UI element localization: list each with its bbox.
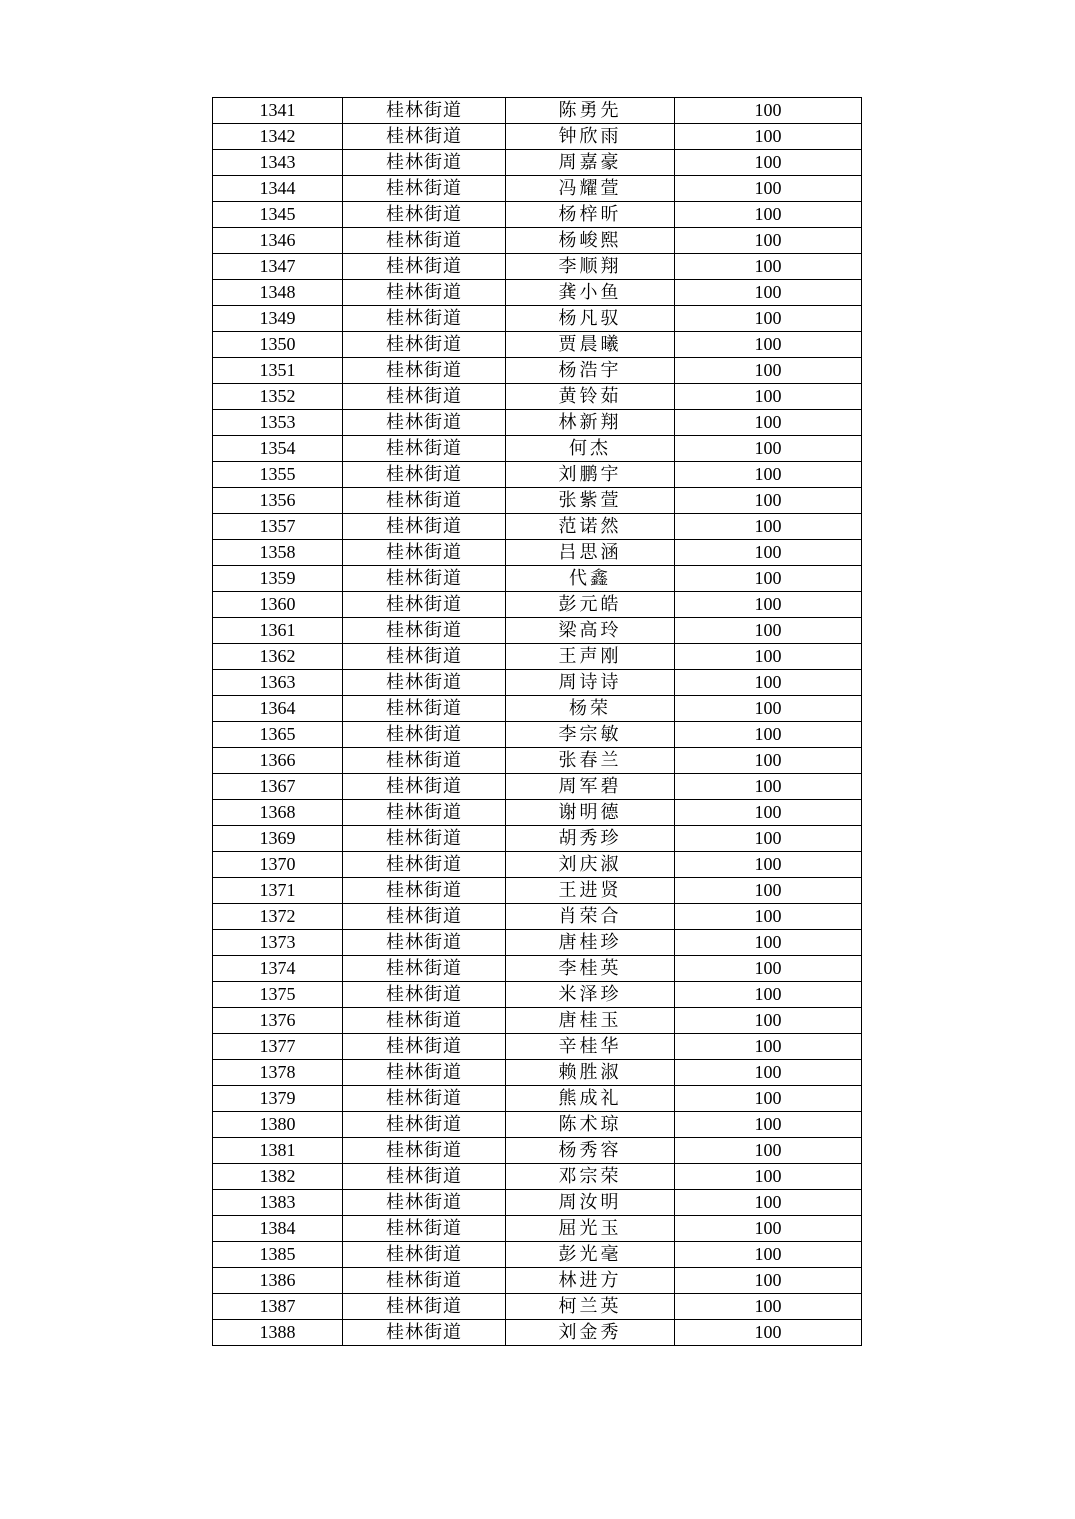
row-number-cell: 1343 bbox=[213, 150, 343, 176]
row-number-cell: 1362 bbox=[213, 644, 343, 670]
row-number-cell: 1385 bbox=[213, 1242, 343, 1268]
amount-cell: 100 bbox=[675, 150, 862, 176]
street-cell: 桂林街道 bbox=[343, 1086, 506, 1112]
street-cell: 桂林街道 bbox=[343, 878, 506, 904]
name-cell: 熊成礼 bbox=[506, 1086, 675, 1112]
street-cell: 桂林街道 bbox=[343, 280, 506, 306]
row-number-cell: 1367 bbox=[213, 774, 343, 800]
street-cell: 桂林街道 bbox=[343, 124, 506, 150]
table-row bbox=[213, 332, 862, 358]
name-cell: 肖荣合 bbox=[506, 904, 675, 930]
street-cell: 桂林街道 bbox=[343, 1138, 506, 1164]
name-cell: 赖胜淑 bbox=[506, 1060, 675, 1086]
name-cell: 范诺然 bbox=[506, 514, 675, 540]
name-cell: 李宗敏 bbox=[506, 722, 675, 748]
street-cell: 桂林街道 bbox=[343, 774, 506, 800]
street-cell: 桂林街道 bbox=[343, 826, 506, 852]
table-row bbox=[213, 124, 862, 150]
row-number-cell: 1356 bbox=[213, 488, 343, 514]
table-row bbox=[213, 670, 862, 696]
amount-cell: 100 bbox=[675, 332, 862, 358]
name-cell: 邓宗荣 bbox=[506, 1164, 675, 1190]
name-cell: 彭元皓 bbox=[506, 592, 675, 618]
street-cell: 桂林街道 bbox=[343, 748, 506, 774]
table-row bbox=[213, 800, 862, 826]
name-cell: 辛桂华 bbox=[506, 1034, 675, 1060]
name-cell: 米泽珍 bbox=[506, 982, 675, 1008]
name-cell: 贾晨曦 bbox=[506, 332, 675, 358]
street-cell: 桂林街道 bbox=[343, 514, 506, 540]
amount-cell: 100 bbox=[675, 800, 862, 826]
name-cell: 谢明德 bbox=[506, 800, 675, 826]
street-cell: 桂林街道 bbox=[343, 1190, 506, 1216]
row-number-cell: 1375 bbox=[213, 982, 343, 1008]
street-cell: 桂林街道 bbox=[343, 176, 506, 202]
amount-cell: 100 bbox=[675, 982, 862, 1008]
row-number-cell: 1350 bbox=[213, 332, 343, 358]
amount-cell: 100 bbox=[675, 410, 862, 436]
row-number-cell: 1346 bbox=[213, 228, 343, 254]
table-row bbox=[213, 852, 862, 878]
table-row bbox=[213, 592, 862, 618]
amount-cell: 100 bbox=[675, 618, 862, 644]
row-number-cell: 1368 bbox=[213, 800, 343, 826]
row-number-cell: 1354 bbox=[213, 436, 343, 462]
table-row bbox=[213, 202, 862, 228]
name-cell: 黄铃茹 bbox=[506, 384, 675, 410]
name-cell: 杨秀容 bbox=[506, 1138, 675, 1164]
amount-cell: 100 bbox=[675, 748, 862, 774]
table-row bbox=[213, 1086, 862, 1112]
table-row bbox=[213, 254, 862, 280]
table-row bbox=[213, 540, 862, 566]
row-number-cell: 1381 bbox=[213, 1138, 343, 1164]
row-number-cell: 1372 bbox=[213, 904, 343, 930]
amount-cell: 100 bbox=[675, 98, 862, 124]
amount-cell: 100 bbox=[675, 540, 862, 566]
table-row bbox=[213, 150, 862, 176]
name-cell: 胡秀珍 bbox=[506, 826, 675, 852]
amount-cell: 100 bbox=[675, 1216, 862, 1242]
table-row bbox=[213, 904, 862, 930]
amount-cell: 100 bbox=[675, 384, 862, 410]
name-cell: 屈光玉 bbox=[506, 1216, 675, 1242]
street-cell: 桂林街道 bbox=[343, 1034, 506, 1060]
row-number-cell: 1364 bbox=[213, 696, 343, 722]
street-cell: 桂林街道 bbox=[343, 1216, 506, 1242]
name-cell: 周汝明 bbox=[506, 1190, 675, 1216]
name-cell: 张紫萱 bbox=[506, 488, 675, 514]
row-number-cell: 1353 bbox=[213, 410, 343, 436]
table-row bbox=[213, 1060, 862, 1086]
row-number-cell: 1374 bbox=[213, 956, 343, 982]
table-row bbox=[213, 280, 862, 306]
name-cell: 杨峻熙 bbox=[506, 228, 675, 254]
row-number-cell: 1377 bbox=[213, 1034, 343, 1060]
amount-cell: 100 bbox=[675, 930, 862, 956]
table-row bbox=[213, 1190, 862, 1216]
street-cell: 桂林街道 bbox=[343, 930, 506, 956]
name-cell: 何杰 bbox=[506, 436, 675, 462]
street-cell: 桂林街道 bbox=[343, 644, 506, 670]
name-cell: 陈术琼 bbox=[506, 1112, 675, 1138]
row-number-cell: 1359 bbox=[213, 566, 343, 592]
table-row bbox=[213, 696, 862, 722]
street-cell: 桂林街道 bbox=[343, 1320, 506, 1346]
row-number-cell: 1349 bbox=[213, 306, 343, 332]
street-cell: 桂林街道 bbox=[343, 384, 506, 410]
amount-cell: 100 bbox=[675, 566, 862, 592]
table-row bbox=[213, 1268, 862, 1294]
table-row bbox=[213, 956, 862, 982]
table-row bbox=[213, 358, 862, 384]
amount-cell: 100 bbox=[675, 202, 862, 228]
amount-cell: 100 bbox=[675, 904, 862, 930]
street-cell: 桂林街道 bbox=[343, 618, 506, 644]
street-cell: 桂林街道 bbox=[343, 436, 506, 462]
table-row bbox=[213, 306, 862, 332]
street-cell: 桂林街道 bbox=[343, 1294, 506, 1320]
street-cell: 桂林街道 bbox=[343, 306, 506, 332]
row-number-cell: 1376 bbox=[213, 1008, 343, 1034]
street-cell: 桂林街道 bbox=[343, 1112, 506, 1138]
name-cell: 林进方 bbox=[506, 1268, 675, 1294]
amount-cell: 100 bbox=[675, 644, 862, 670]
row-number-cell: 1379 bbox=[213, 1086, 343, 1112]
street-cell: 桂林街道 bbox=[343, 332, 506, 358]
table-row bbox=[213, 436, 862, 462]
name-cell: 周诗诗 bbox=[506, 670, 675, 696]
row-number-cell: 1345 bbox=[213, 202, 343, 228]
amount-cell: 100 bbox=[675, 852, 862, 878]
name-cell: 唐桂珍 bbox=[506, 930, 675, 956]
name-cell: 王进贤 bbox=[506, 878, 675, 904]
amount-cell: 100 bbox=[675, 254, 862, 280]
name-cell: 柯兰英 bbox=[506, 1294, 675, 1320]
street-cell: 桂林街道 bbox=[343, 696, 506, 722]
table-row bbox=[213, 410, 862, 436]
row-number-cell: 1352 bbox=[213, 384, 343, 410]
street-cell: 桂林街道 bbox=[343, 592, 506, 618]
amount-cell: 100 bbox=[675, 826, 862, 852]
table-row bbox=[213, 488, 862, 514]
street-cell: 桂林街道 bbox=[343, 150, 506, 176]
table-row bbox=[213, 774, 862, 800]
street-cell: 桂林街道 bbox=[343, 1164, 506, 1190]
amount-cell: 100 bbox=[675, 1320, 862, 1346]
name-cell: 刘庆淑 bbox=[506, 852, 675, 878]
table-row bbox=[213, 566, 862, 592]
table-row bbox=[213, 1242, 862, 1268]
row-number-cell: 1342 bbox=[213, 124, 343, 150]
amount-cell: 100 bbox=[675, 592, 862, 618]
row-number-cell: 1361 bbox=[213, 618, 343, 644]
table-row bbox=[213, 384, 862, 410]
row-number-cell: 1369 bbox=[213, 826, 343, 852]
table-row bbox=[213, 1164, 862, 1190]
row-number-cell: 1371 bbox=[213, 878, 343, 904]
street-cell: 桂林街道 bbox=[343, 540, 506, 566]
amount-cell: 100 bbox=[675, 1268, 862, 1294]
amount-cell: 100 bbox=[675, 1112, 862, 1138]
name-cell: 林新翔 bbox=[506, 410, 675, 436]
table-row bbox=[213, 1034, 862, 1060]
table-row bbox=[213, 1216, 862, 1242]
table-row bbox=[213, 748, 862, 774]
table-row bbox=[213, 1320, 862, 1346]
amount-cell: 100 bbox=[675, 306, 862, 332]
row-number-cell: 1386 bbox=[213, 1268, 343, 1294]
roster-body bbox=[213, 98, 862, 1346]
amount-cell: 100 bbox=[675, 1242, 862, 1268]
street-cell: 桂林街道 bbox=[343, 956, 506, 982]
name-cell: 周嘉豪 bbox=[506, 150, 675, 176]
amount-cell: 100 bbox=[675, 956, 862, 982]
row-number-cell: 1360 bbox=[213, 592, 343, 618]
name-cell: 刘鹏宇 bbox=[506, 462, 675, 488]
name-cell: 龚小鱼 bbox=[506, 280, 675, 306]
name-cell: 张春兰 bbox=[506, 748, 675, 774]
table-row bbox=[213, 228, 862, 254]
name-cell: 陈勇先 bbox=[506, 98, 675, 124]
street-cell: 桂林街道 bbox=[343, 410, 506, 436]
name-cell: 梁高玲 bbox=[506, 618, 675, 644]
amount-cell: 100 bbox=[675, 696, 862, 722]
amount-cell: 100 bbox=[675, 1164, 862, 1190]
name-cell: 杨梓昕 bbox=[506, 202, 675, 228]
name-cell: 钟欣雨 bbox=[506, 124, 675, 150]
amount-cell: 100 bbox=[675, 488, 862, 514]
table-row bbox=[213, 982, 862, 1008]
street-cell: 桂林街道 bbox=[343, 1008, 506, 1034]
row-number-cell: 1370 bbox=[213, 852, 343, 878]
row-number-cell: 1357 bbox=[213, 514, 343, 540]
table-row bbox=[213, 176, 862, 202]
amount-cell: 100 bbox=[675, 722, 862, 748]
street-cell: 桂林街道 bbox=[343, 722, 506, 748]
amount-cell: 100 bbox=[675, 228, 862, 254]
amount-cell: 100 bbox=[675, 514, 862, 540]
street-cell: 桂林街道 bbox=[343, 670, 506, 696]
table-row bbox=[213, 930, 862, 956]
street-cell: 桂林街道 bbox=[343, 358, 506, 384]
table-row bbox=[213, 644, 862, 670]
row-number-cell: 1351 bbox=[213, 358, 343, 384]
name-cell: 杨凡驭 bbox=[506, 306, 675, 332]
street-cell: 桂林街道 bbox=[343, 566, 506, 592]
street-cell: 桂林街道 bbox=[343, 462, 506, 488]
street-cell: 桂林街道 bbox=[343, 852, 506, 878]
name-cell: 唐桂玉 bbox=[506, 1008, 675, 1034]
table-row bbox=[213, 618, 862, 644]
street-cell: 桂林街道 bbox=[343, 1060, 506, 1086]
amount-cell: 100 bbox=[675, 670, 862, 696]
table-row bbox=[213, 1138, 862, 1164]
street-cell: 桂林街道 bbox=[343, 488, 506, 514]
table-row bbox=[213, 826, 862, 852]
street-cell: 桂林街道 bbox=[343, 800, 506, 826]
name-cell: 李桂英 bbox=[506, 956, 675, 982]
street-cell: 桂林街道 bbox=[343, 982, 506, 1008]
row-number-cell: 1380 bbox=[213, 1112, 343, 1138]
table-row bbox=[213, 98, 862, 124]
row-number-cell: 1373 bbox=[213, 930, 343, 956]
table-row bbox=[213, 878, 862, 904]
amount-cell: 100 bbox=[675, 436, 862, 462]
street-cell: 桂林街道 bbox=[343, 904, 506, 930]
roster-table bbox=[212, 97, 862, 1346]
amount-cell: 100 bbox=[675, 124, 862, 150]
row-number-cell: 1388 bbox=[213, 1320, 343, 1346]
amount-cell: 100 bbox=[675, 1008, 862, 1034]
amount-cell: 100 bbox=[675, 176, 862, 202]
table-row bbox=[213, 462, 862, 488]
amount-cell: 100 bbox=[675, 1060, 862, 1086]
name-cell: 杨荣 bbox=[506, 696, 675, 722]
street-cell: 桂林街道 bbox=[343, 98, 506, 124]
row-number-cell: 1358 bbox=[213, 540, 343, 566]
table-row bbox=[213, 722, 862, 748]
table-row bbox=[213, 514, 862, 540]
table-row bbox=[213, 1008, 862, 1034]
row-number-cell: 1341 bbox=[213, 98, 343, 124]
row-number-cell: 1348 bbox=[213, 280, 343, 306]
amount-cell: 100 bbox=[675, 462, 862, 488]
amount-cell: 100 bbox=[675, 1190, 862, 1216]
amount-cell: 100 bbox=[675, 1034, 862, 1060]
street-cell: 桂林街道 bbox=[343, 254, 506, 280]
name-cell: 王声刚 bbox=[506, 644, 675, 670]
name-cell: 刘金秀 bbox=[506, 1320, 675, 1346]
row-number-cell: 1355 bbox=[213, 462, 343, 488]
row-number-cell: 1344 bbox=[213, 176, 343, 202]
amount-cell: 100 bbox=[675, 358, 862, 384]
name-cell: 李顺翔 bbox=[506, 254, 675, 280]
row-number-cell: 1363 bbox=[213, 670, 343, 696]
street-cell: 桂林街道 bbox=[343, 1242, 506, 1268]
row-number-cell: 1384 bbox=[213, 1216, 343, 1242]
name-cell: 吕思涵 bbox=[506, 540, 675, 566]
row-number-cell: 1347 bbox=[213, 254, 343, 280]
amount-cell: 100 bbox=[675, 280, 862, 306]
row-number-cell: 1366 bbox=[213, 748, 343, 774]
row-number-cell: 1387 bbox=[213, 1294, 343, 1320]
row-number-cell: 1382 bbox=[213, 1164, 343, 1190]
amount-cell: 100 bbox=[675, 1086, 862, 1112]
street-cell: 桂林街道 bbox=[343, 1268, 506, 1294]
name-cell: 周军碧 bbox=[506, 774, 675, 800]
table-row bbox=[213, 1294, 862, 1320]
amount-cell: 100 bbox=[675, 878, 862, 904]
street-cell: 桂林街道 bbox=[343, 202, 506, 228]
amount-cell: 100 bbox=[675, 1294, 862, 1320]
name-cell: 代鑫 bbox=[506, 566, 675, 592]
row-number-cell: 1383 bbox=[213, 1190, 343, 1216]
row-number-cell: 1378 bbox=[213, 1060, 343, 1086]
row-number-cell: 1365 bbox=[213, 722, 343, 748]
amount-cell: 100 bbox=[675, 774, 862, 800]
amount-cell: 100 bbox=[675, 1138, 862, 1164]
name-cell: 杨浩宇 bbox=[506, 358, 675, 384]
street-cell: 桂林街道 bbox=[343, 228, 506, 254]
name-cell: 彭光毫 bbox=[506, 1242, 675, 1268]
table-row bbox=[213, 1112, 862, 1138]
name-cell: 冯耀萱 bbox=[506, 176, 675, 202]
